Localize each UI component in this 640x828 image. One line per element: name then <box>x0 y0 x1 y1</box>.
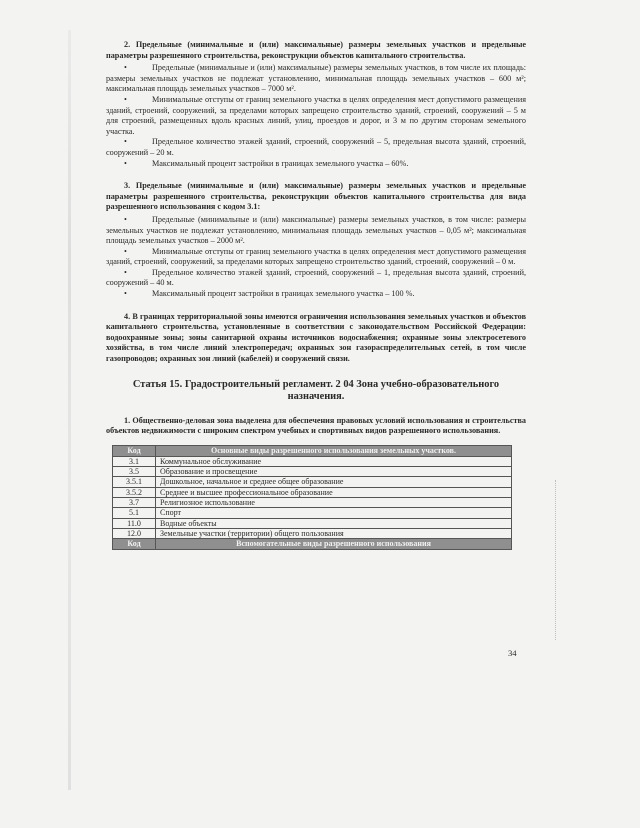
section3-bullet: • Минимальные отступы от границ земельного участка в целях определения мест допустимого размещения зданий, строений, сооружений, за пределами которых запрещено строительство зданий, строений, сооружений – 0 м. <box>106 246 526 267</box>
bullet-icon: • <box>124 289 127 299</box>
row-name: Спорт <box>156 508 512 518</box>
row-name: Земельные участки (территории) общего пользования <box>156 528 512 538</box>
row-name: Религиозное использование <box>156 498 512 508</box>
bullet-icon: • <box>124 246 127 256</box>
table-header-main: Основные виды разрешенного использования земельных участков. <box>156 445 512 456</box>
table-row <box>113 467 512 477</box>
table-row <box>113 456 512 466</box>
document-body <box>106 40 526 550</box>
page-number: 34 <box>508 648 517 658</box>
row-code: 3.5.1 <box>113 477 156 487</box>
bullet-icon: • <box>124 137 127 147</box>
row-code: 12.0 <box>113 528 156 538</box>
bullet-icon: • <box>124 63 127 73</box>
section2-bullet: • Предельное количество этажей зданий, строений, сооружений – 5, предельная высота зданий, строений, сооружений – 20 м. <box>106 137 526 157</box>
table-aux-header-row <box>113 539 512 550</box>
table-header-row <box>113 445 512 456</box>
scan-edge-shadow <box>68 30 71 790</box>
section3-bullet: • Предельные (минимальные и (или) максимальные) размеры земельных участков, в том числе: размеры земельных участков не подлежат установлению, минимальная площадь земельных участков – 0,05 м²; максимальная площадь земельных участков – 2000 м². <box>106 214 526 246</box>
row-code: 3.5.2 <box>113 487 156 497</box>
table-row <box>113 477 512 487</box>
row-name: Коммунальное обслуживание <box>156 456 512 466</box>
section4-text: 4. В границах территориальной зоны имеются ограничения использования земельных участков и объектов капитального строительства, установленные в соответствии с законодательством Российской Федерации: водоохранные зоны; зоны санитарной охраны источников водоснабжения; охранные зоны электросетевого хозяйства, в том числе линий электропередач; охранных зон газораспределительных сетей, в том числе газопроводов; охранных зон линий (кабелей) и сооружений связи. <box>106 311 526 364</box>
section3-bullet: • Предельное количество этажей зданий, строений, сооружений – 1, предельная высота зданий, строений, сооружений – 40 м. <box>106 267 526 288</box>
article-title: Статья 15. Градостроительный регламент. 2 04 Зона учебно-образовательного назначения. <box>132 378 500 403</box>
row-name: Образование и просвещение <box>156 467 512 477</box>
table-aux-header-main: Вспомогательные виды разрешенного использования <box>156 539 512 550</box>
section2-bullet: • Предельные (минимальные и (или) максимальные) размеры земельных участков, в том числе их площадь: размеры земельных участков не подлежат установлению, минимальная площадь земельных участков – 600 м²; максимальная площадь земельных участков – 7000 м². <box>106 63 526 94</box>
section2-bullet: • Минимальные отступы от границ земельного участка в целях определения мест допустимого размещения зданий, строений, сооружений, за пределами которых запрещено строительство зданий, строений, сооружений – 5 м для строений, размещенных вдоль красных линий, улиц, проездов и дорог, и 3 м по другим сторонам земельного участка. <box>106 94 526 136</box>
bullet-icon: • <box>124 94 127 104</box>
row-code: 3.1 <box>113 456 156 466</box>
table-row <box>113 528 512 538</box>
row-code: 3.5 <box>113 467 156 477</box>
table-row <box>113 498 512 508</box>
table-row <box>113 518 512 528</box>
row-name: Дошкольное, начальное и среднее общее образование <box>156 477 512 487</box>
bullet-icon: • <box>124 214 127 224</box>
row-name: Водные объекты <box>156 518 512 528</box>
row-code: 11.0 <box>113 518 156 528</box>
permitted-uses-table <box>112 445 512 550</box>
section3-bullet: • Максимальный процент застройки в границах земельного участка – 100 %. <box>124 289 415 299</box>
section3-heading: 3. Предельные (минимальные и (или) максимальные) размеры земельных участков и предельные параметры разрешенного строительства, реконструкции объектов капитального строительства для вида разрешенного использования с кодом 3.1: <box>106 181 526 212</box>
section2-bullet: • Максимальный процент застройки в границах земельного участка – 60%. <box>124 158 409 168</box>
section2-heading: 2. Предельные (минимальные и (или) максимальные) размеры земельных участков и предельные параметры разрешенного строительства, реконструкции объектов капитального строительства. <box>106 40 526 60</box>
bullet-icon: • <box>124 158 127 168</box>
table-aux-header-code: Код <box>113 539 156 550</box>
row-name: Среднее и высшее профессиональное образование <box>156 487 512 497</box>
scan-margin-marks <box>555 480 558 640</box>
article-paragraph-1: 1. Общественно-деловая зона выделена для обеспечения правовых условий использования и строительства объектов недвижимости с широким спектром учебных и спортивных видов разрешенного использования. <box>106 415 526 436</box>
row-code: 5.1 <box>113 508 156 518</box>
table-row <box>113 487 512 497</box>
table-header-code: Код <box>113 445 156 456</box>
row-code: 3.7 <box>113 498 156 508</box>
table-row <box>113 508 512 518</box>
bullet-icon: • <box>124 267 127 277</box>
